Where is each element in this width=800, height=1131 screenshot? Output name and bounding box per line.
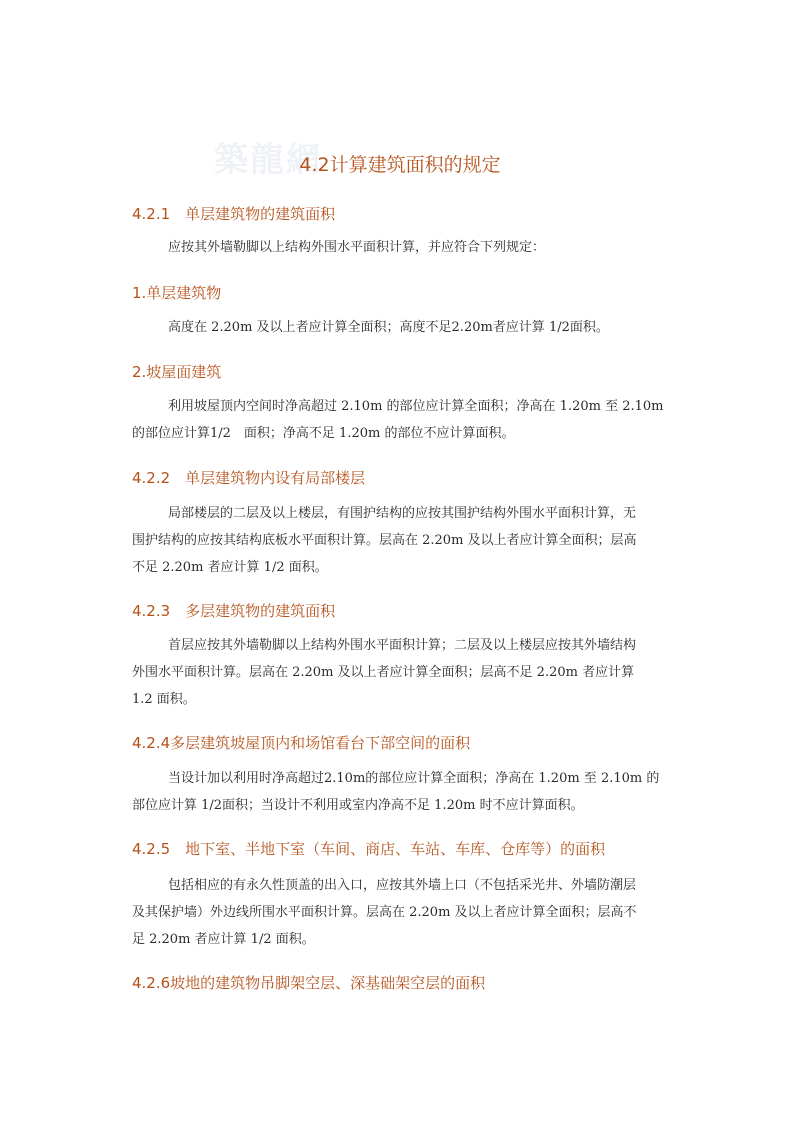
paragraph-line: 围护结构的应按其结构底板水平面积计算。层高在 2.20m 及以上者应计算全面积；层高 xyxy=(132,533,637,548)
paragraph-line: 局部楼层的二层及以上楼层，有围护结构的应按其围护结构外围水平面积计算，无 xyxy=(168,506,637,521)
section-heading-4-2-1: 4.2.1 单层建筑物的建筑面积 xyxy=(132,205,336,223)
paragraph-line: 1.2 面积。 xyxy=(132,692,196,707)
paragraph-line: 利用坡屋顶内空间时净高超过 2.10m 的部位应计算全面积；净高在 1.20m 至 2.10m xyxy=(168,399,664,414)
section-heading-4-2-5: 4.2.5 地下室、半地下室（车间、商店、车站、车库、仓库等）的面积 xyxy=(132,840,606,858)
paragraph-line: 应按其外墙勒脚以上结构外围水平面积计算，并应符合下列规定： xyxy=(168,240,546,255)
section-heading-4-2-3: 4.2.3 多层建筑物的建筑面积 xyxy=(132,602,336,620)
section-body-4-2-4 xyxy=(132,765,672,819)
paragraph-line: 首层应按其外墙勒脚以上结构外围水平面积计算；二层及以上楼层应按其外墙结构 xyxy=(168,638,637,653)
section-body-4-2-3 xyxy=(132,632,672,713)
section-body-4-2-1 xyxy=(132,234,672,261)
page-title: 4.2计算建筑面积的规定 xyxy=(299,154,501,176)
subsection-body-1 xyxy=(132,314,672,341)
section-heading-4-2-6: 4.2.6坡地的建筑物吊脚架空层、深基础架空层的面积 xyxy=(132,974,486,992)
paragraph-line: 不足 2.20m 者应计算 1/2 面积。 xyxy=(132,560,328,575)
paragraph-line: 外围水平面积计算。层高在 2.20m 及以上者应计算全面积；层高不足 2.20m 者应计算 xyxy=(132,665,635,680)
watermark: 築龍網 xyxy=(214,140,322,180)
paragraph-line: 的部位应计算1/2 面积；净高不足 1.20m 的部位不应计算面积。 xyxy=(132,426,515,441)
section-heading-4-2-2: 4.2.2 单层建筑物内设有局部楼层 xyxy=(132,469,366,487)
paragraph-line: 包括相应的有永久性顶盖的出入口，应按其外墙上口（不包括采光井、外墙防潮层 xyxy=(168,878,637,893)
section-heading-4-2-4: 4.2.4多层建筑坡屋顶内和场馆看台下部空间的面积 xyxy=(132,734,471,752)
section-body-4-2-2 xyxy=(132,500,672,581)
section-body-4-2-5 xyxy=(132,872,672,953)
paragraph-line: 高度在 2.20m 及以上者应计算全面积；高度不足2.20m者应计算 1/2面积。 xyxy=(168,320,609,335)
paragraph-line: 部位应计算 1/2面积；当设计不利用或室内净高不足 1.20m 时不应计算面积。 xyxy=(132,798,584,813)
paragraph-line: 当设计加以利用时净高超过2.10m的部位应计算全面积；净高在 1.20m 至 2.10m 的 xyxy=(168,771,660,786)
subsection-body-2 xyxy=(132,393,672,447)
subsection-heading-2: 2.坡屋面建筑 xyxy=(132,363,222,381)
paragraph-line: 足 2.20m 者应计算 1/2 面积。 xyxy=(132,932,315,947)
paragraph-line: 及其保护墙）外边线所围水平面积计算。层高在 2.20m 及以上者应计算全面积；层高不 xyxy=(132,905,637,920)
subsection-heading-1: 1.单层建筑物 xyxy=(132,284,222,302)
